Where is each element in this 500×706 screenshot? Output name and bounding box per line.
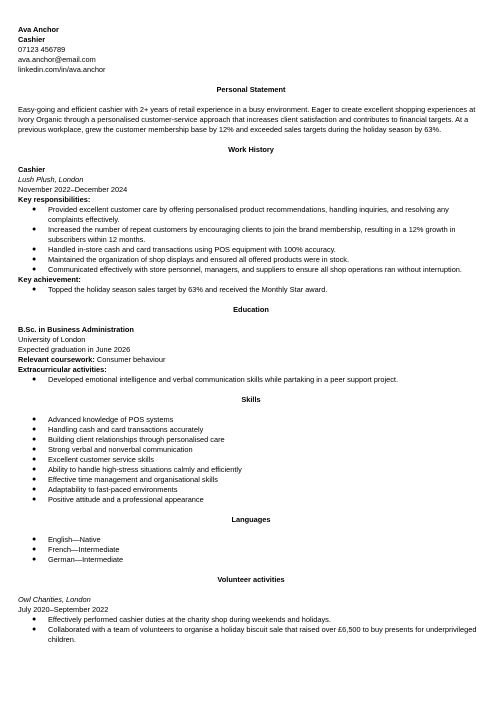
responsibilities-list [18,205,484,275]
bullet-icon: ● [32,376,37,383]
list-item-text: Topped the holiday season sales target by 63% and received the Monthly Star award. [48,285,328,294]
education-heading: Education [233,305,269,314]
graduation-date: Expected graduation in June 2026 [18,345,131,354]
applicant-role: Cashier [18,35,46,44]
bullet-icon: ● [32,206,37,213]
list-item-text: Ability to handle high-stress situations calmly and efficiently [48,465,242,474]
list-item-text: Communicated effectively with store personnel, managers, and suppliers to ensure all shop operations ran without interruption. [48,265,462,274]
linkedin-url: linkedin.com/in/ava.anchor [18,65,106,74]
list-item-text: Excellent customer service skills [48,455,154,464]
personal-statement-text: Easy-going and efficient cashier with 2+ years of retail experience in a busy environment. Eager to create excellent shopping experiences at Ivory Organic through a personalised customer-service approach that increases client satisfaction and contributes to financial targets. At a previous workplace, grew the customer membership base by 12% and exceeded sales targets during the holiday season by 63%. [18,105,476,134]
volunteer-organization: Owl Charities, London [18,595,91,604]
list-item [18,625,484,645]
bullet-icon: ● [32,226,37,233]
bullet-icon: ● [32,436,37,443]
bullet-icon: ● [32,456,37,463]
list-item-text: German—Intermediate [48,555,124,564]
bullet-icon: ● [32,426,37,433]
bullet-icon: ● [32,536,37,543]
list-item [18,205,484,225]
list-item-text: Maintained the organization of shop displays and ensured all offered products were in stock. [48,255,350,264]
list-item-text: Handled in-store cash and card transactions using POS equipment with 100% accuracy. [48,245,336,254]
skills-section [18,395,484,505]
volunteer-heading: Volunteer activities [217,575,285,584]
list-item-text: Effective time management and organisational skills [48,475,218,484]
volunteer-section [18,575,484,645]
list-item [18,285,484,295]
list-item [18,255,484,265]
employer: Lush Plush, London [18,175,84,184]
bullet-icon: ● [32,556,37,563]
achievement-label: Key achievement: [18,275,81,284]
list-item [18,485,484,495]
list-item [18,495,484,505]
list-item [18,545,484,555]
list-item-text: Increased the number of repeat customers by encouraging clients to join the brand membership, resulting in a 12% growth in subscribers within 12 months. [48,225,456,244]
list-item-text: Developed emotional intelligence and verbal communication skills while partaking in a peer support project. [48,375,399,384]
list-item [18,265,484,275]
coursework-label: Relevant coursework: [18,355,95,364]
list-item-text: Adaptability to fast-paced environments [48,485,178,494]
bullet-icon: ● [32,496,37,503]
list-item [18,415,484,425]
bullet-icon: ● [32,616,37,623]
list-item [18,445,484,455]
volunteer-dates: July 2020–September 2022 [18,605,109,614]
education-section [18,305,484,385]
phone-number: 07123 456789 [18,45,66,54]
list-item-text: Building client relationships through personalised care [48,435,225,444]
bullet-icon: ● [32,416,37,423]
list-item [18,425,484,435]
achievements-list [18,285,484,295]
list-item [18,555,484,565]
job-title: Cashier [18,165,46,174]
list-item-text: Effectively performed cashier duties at the charity shop during weekends and holidays. [48,615,331,624]
languages-list [18,535,484,565]
list-item-text: Collaborated with a team of volunteers to organise a holiday biscuit sale that raised over £6,500 to buy presents for underprivileged children. [48,625,477,644]
work-history-heading: Work History [228,145,274,154]
bullet-icon: ● [32,476,37,483]
list-item-text: Strong verbal and nonverbal communication [48,445,193,454]
list-item [18,455,484,465]
list-item [18,475,484,485]
list-item-text: English—Native [48,535,101,544]
header [18,25,484,75]
school-name: University of London [18,335,86,344]
languages-section [18,515,484,565]
applicant-name: Ava Anchor [18,25,59,34]
extracurricular-list [18,375,484,385]
volunteer-list [18,615,484,645]
resume-content [18,25,484,645]
bullet-icon: ● [32,546,37,553]
bullet-icon: ● [32,466,37,473]
email-address: ava.anchor@email.com [18,55,96,64]
skills-list [18,415,484,505]
work-history-section [18,145,484,295]
coursework-line [18,355,484,365]
personal-statement-section [18,85,484,135]
extracurricular-label: Extracurricular activities: [18,365,107,374]
job-dates: November 2022–December 2024 [18,185,128,194]
bullet-icon: ● [32,446,37,453]
bullet-icon: ● [32,246,37,253]
list-item-text: Positive attitude and a professional appearance [48,495,204,504]
bullet-icon: ● [32,486,37,493]
responsibilities-label: Key responsibilities: [18,195,91,204]
list-item [18,465,484,475]
personal-statement-heading: Personal Statement [216,85,286,94]
degree-name: B.Sc. in Business Administration [18,325,134,334]
list-item [18,245,484,255]
list-item [18,615,484,625]
bullet-icon: ● [32,286,37,293]
bullet-icon: ● [32,266,37,273]
list-item-text: Advanced knowledge of POS systems [48,415,174,424]
list-item-text: Handling cash and card transactions accurately [48,425,204,434]
list-item [18,435,484,445]
languages-heading: Languages [231,515,271,524]
bullet-icon: ● [32,626,37,633]
coursework-value: Consumer behaviour [94,355,166,364]
bullet-icon: ● [32,256,37,263]
list-item [18,535,484,545]
skills-heading: Skills [241,395,261,404]
list-item-text: French—Intermediate [48,545,120,554]
list-item [18,225,484,245]
list-item-text: Provided excellent customer care by offering personalised product recommendations, handling inquiries, and resolving any complaints effectively. [48,205,449,224]
list-item [18,375,484,385]
